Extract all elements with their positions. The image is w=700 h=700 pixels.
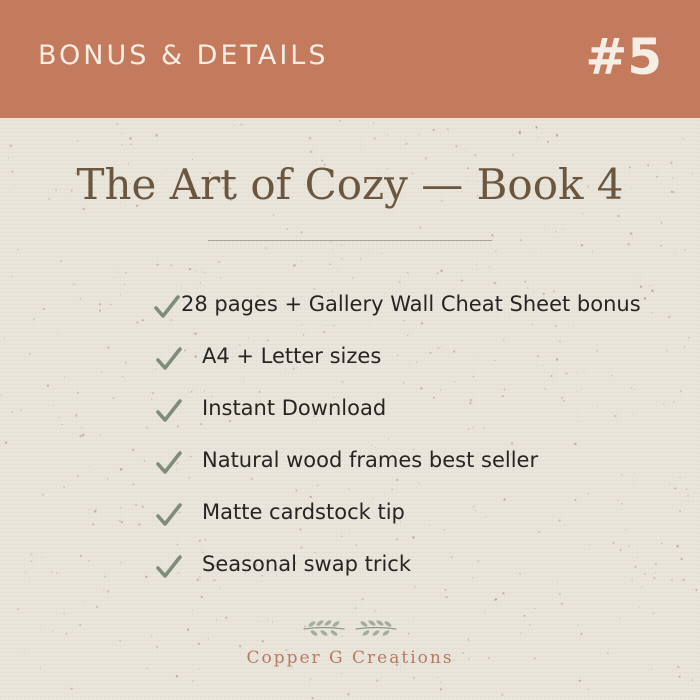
- feature-label: Natural wood frames best seller: [202, 448, 539, 472]
- header-title: BONUS & DETAILS: [38, 40, 329, 71]
- feature-label: Instant Download: [202, 396, 387, 420]
- header-banner: [0, 0, 700, 118]
- feature-label: 28 pages + Gallery Wall Cheat Sheet bonus: [181, 292, 641, 316]
- check-icon: [155, 450, 183, 476]
- check-icon: [155, 398, 183, 424]
- header-number: #5: [585, 28, 662, 86]
- brand-name: Copper G Creations: [246, 648, 454, 668]
- check-icon: [155, 502, 183, 528]
- feature-label: A4 + Letter sizes: [202, 344, 382, 368]
- book-title: The Art of Cozy — Book 4: [76, 160, 624, 209]
- check-icon: [155, 554, 183, 580]
- title-divider: [208, 240, 492, 241]
- check-icon: [155, 346, 183, 372]
- check-icon: [153, 294, 181, 320]
- feature-label: Seasonal swap trick: [202, 552, 411, 576]
- leaf-flourish-icon: [298, 614, 402, 642]
- feature-label: Matte cardstock tip: [202, 500, 405, 524]
